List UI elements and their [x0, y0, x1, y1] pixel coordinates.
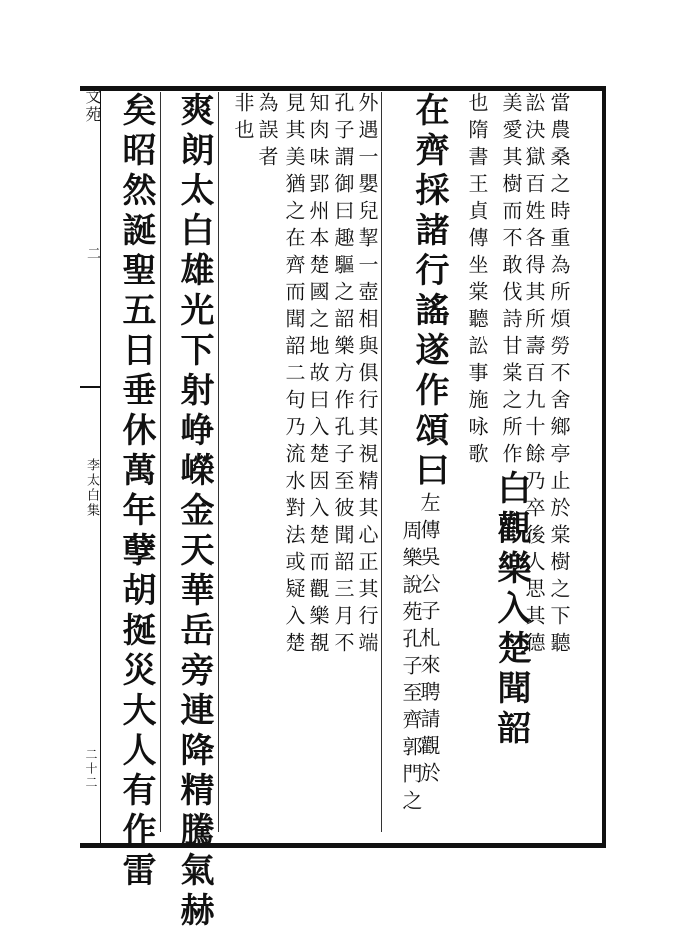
edge-volume: 二	[85, 246, 101, 262]
column-4: 也隋書王貞傳坐棠聽訟事施咏歌	[465, 92, 489, 470]
column-5-main: 在齊採諸行謠遂作頌曰	[409, 92, 449, 492]
edge-book-title: 李太白集	[84, 458, 99, 518]
column-1: 當農桑之時重為所煩勞不舍鄉亭止於棠樹之下聽	[547, 92, 571, 659]
column-12: 非也	[231, 92, 255, 146]
column-6: 周樂說苑孔子至齊郭門之	[399, 520, 423, 817]
edge-title: 文苑	[83, 88, 102, 124]
column-7: 外遇一嬰兒挈一壺相與俱行其視精其心正其行端	[355, 92, 379, 659]
column-3-note: 美愛其樹而不敢伐詩甘棠之所作	[499, 92, 523, 470]
edge-title-block	[80, 86, 100, 366]
column-11: 為誤者	[255, 92, 279, 173]
column-rule	[218, 92, 219, 832]
column-3	[491, 92, 531, 832]
column-3-main: 白觀樂入楚聞韶	[491, 470, 531, 750]
column-rule	[160, 92, 161, 832]
edge-book-block	[80, 386, 100, 843]
column-9: 知肉味郢州本楚國之地故曰入楚因入楚而觀樂覩	[306, 92, 330, 659]
column-8: 孔子謂御曰趣驅之韶樂方作孔子至彼聞韶三月不	[331, 92, 355, 659]
column-5-note: 左傳吳公子札來聘請觀於	[417, 492, 441, 789]
edge-leaf-number: 二十二	[84, 748, 98, 790]
fore-edge-strip	[80, 86, 101, 843]
column-2: 訟決獄百姓各得其所壽百九十餘乃卒後人思其德	[522, 92, 546, 659]
column-rule	[381, 92, 382, 832]
column-14: 矣昭然誕聖五日垂休萬年孽胡挻災大人有作雷	[116, 92, 156, 892]
column-13: 爽朗太白雄光下射峥嶸金天華岳旁連降精騰氣赫	[174, 92, 214, 932]
column-10: 見其美猶之在齊而聞韶二句乃流水對法或疑入楚	[282, 92, 306, 659]
